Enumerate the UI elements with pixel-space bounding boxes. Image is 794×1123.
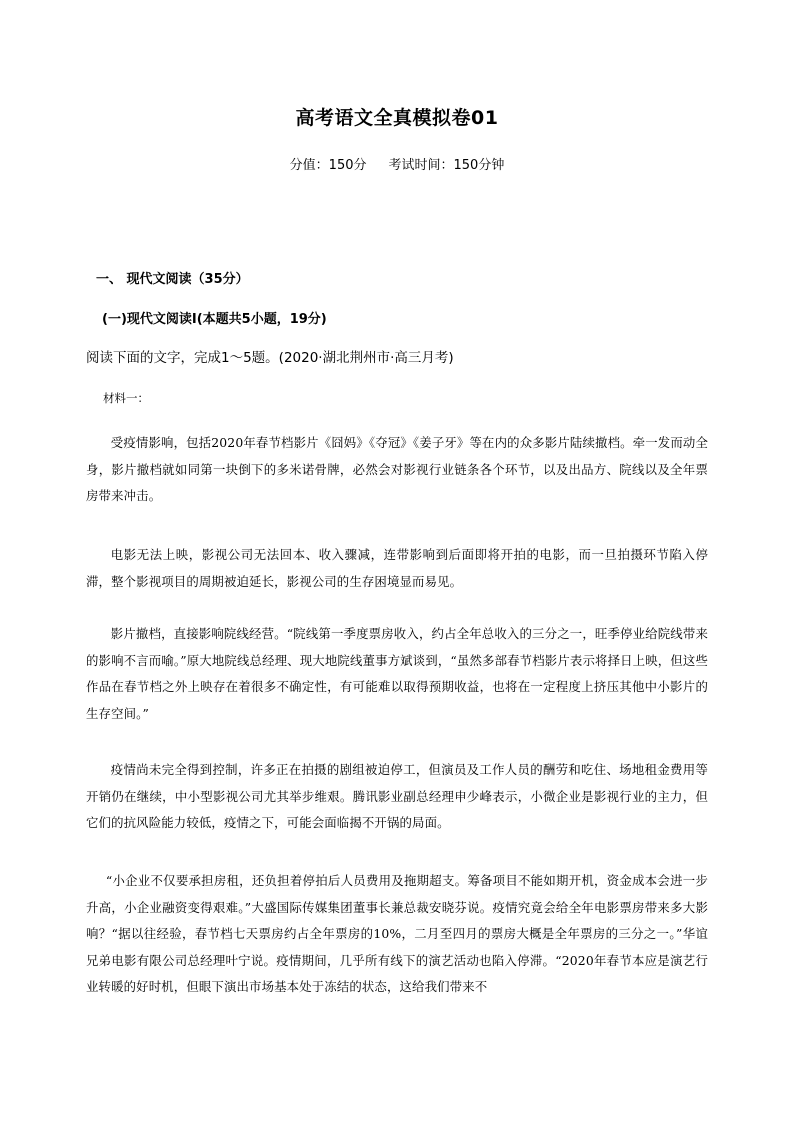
paragraph-5: “小企业不仅要承担房租，还负担着停拍后人员费用及拖期超支。筹备项目不能如期开机，资金成本会进一步升高，小企业融资变得艰难。”大盛国际传媒集团董事长兼总裁安晓芬说。疫情究竟会给全年电影票房带来多大影响？“据以往经验，春节档七天票房约占全年票房的10%，二月至四月的票房大概是全年票房的三分之一。”华谊兄弟电影有限公司总经理叶宁说。疫情期间，几乎所有线下的演艺活动也陷入停滞。“2020年春节本应是演艺行业转暖的好时机，但眼下演出市场基本处于冻结的状态，这给我们带来不 <box>86 873 708 994</box>
material-label: 材料一： <box>103 391 149 405</box>
paragraph-1: 受疫情影响，包括2020年春节档影片《囧妈》《夺冠》《姜子牙》等在内的众多影片陆续撤档。牵一发而动全身，影片撤档就如同第一块倒下的多米诺骨牌，必然会对影视行业链条各个环节，以及出品方、院线以及全年票房带来冲击。 <box>86 435 708 503</box>
score-info: 分值：150分 <box>289 158 367 173</box>
subsection-heading: (一)现代文阅读Ⅰ(本题共5小题，19分) <box>102 312 327 327</box>
paragraph-3: 影片撤档，直接影响院线经营。“院线第一季度票房收入，约占全年总收入的三分之一，旺季停业给院线带来的影响不言而喻。”原大地院线总经理、现大地院线董事方斌谈到，“虽然多部春节档影片表示将择日上映，但这些作品在春节档之外上映存在着很多不确定性，有可能难以取得预期收益，也将在一定程度上挤压其他中小影片的生存空间。” <box>86 626 708 721</box>
exam-meta <box>0 154 794 173</box>
paragraph-2: 电影无法上映，影视公司无法回本、收入骤减，连带影响到后面即将开拍的电影，而一旦拍摄环节陷入停滞，整个影视项目的周期被迫延长，影视公司的生存困境显而易见。 <box>86 547 708 589</box>
time-info: 考试时间：150分钟 <box>388 158 505 173</box>
document-title: 高考语文全真模拟卷01 <box>295 107 499 129</box>
section-heading: 一、 现代文阅读（35分） <box>96 272 249 287</box>
paragraph-4: 疫情尚未完全得到控制，许多正在拍摄的剧组被迫停工，但演员及工作人员的酬劳和吃住、场地租金费用等开销仍在继续，中小型影视公司尤其举步维艰。腾讯影业副总经理申少峰表示，小微企业是影视行业的主力，但它们的抗风险能力较低，疫情之下，可能会面临揭不开锅的局面。 <box>86 762 708 830</box>
reading-instruction: 阅读下面的文字，完成1～5题。(2020·湖北荆州市·高三月考) <box>86 350 454 366</box>
